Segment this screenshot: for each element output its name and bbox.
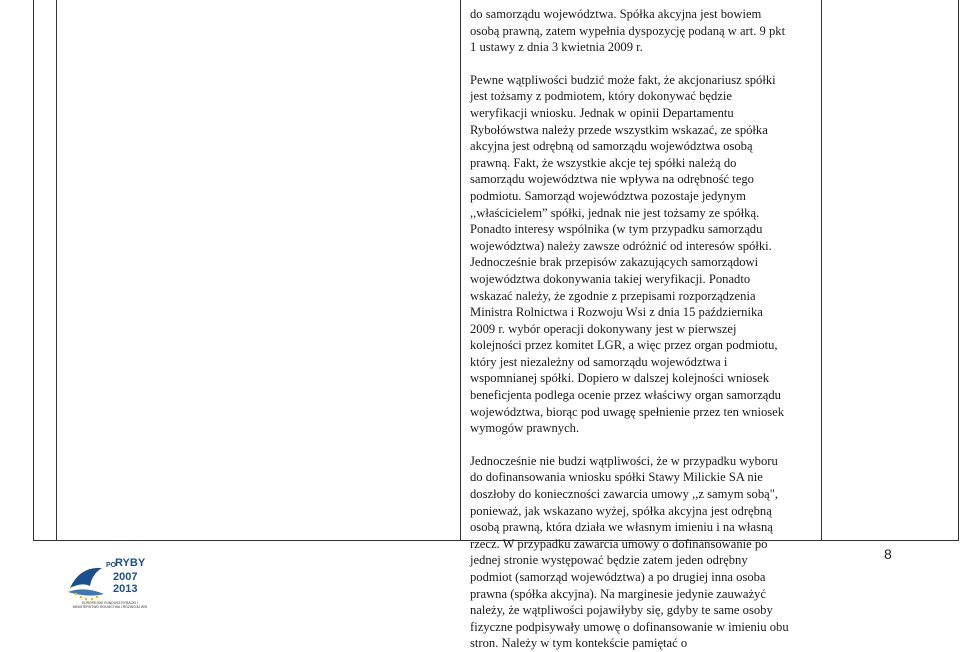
page-number: 8 [884,546,892,562]
table-cell-text [470,6,790,652]
paragraph: Pewne wątpliwości budzić może fakt, że akcjonariusz spółki jest tożsamy z podmiotem, który dokonywać będzie weryfikacji wniosku. Jednak w opinii Departamentu Rybołówstwa należy przede wszystkim wskazać, ze spółka akcyjna jest odrębną od samorządu województwa osobą prawną. Fakt, że wszystkie akcje tej spółki należą do samorządu województwa nie wpływa na odrębność tego podmiotu. Samorząd województwa pozostaje jedynym ,,właścicielem” spółki, jednak nie jest tożsamy ze spółką. Ponadto interesy wspólnika (w tym przypadku samorządu województwa) należy zawsze odróżnić od interesów spółki. Jednocześnie brak przepisów zakazujących samorządowi województwa dokonywania takiej weryfikacji. Ponadto wskazać należy, że zgodnie z przepisami rozporządzenia Ministra Rolnictwa i Rozwoju Wsi z dnia 15 października 2009 r. wybór operacji dokonywany jest w pierwszej kolejności przez komitet LGR, a więc przez organ podmiotu, który jest niezależny od samorządu województwa i wspomnianej spółki. Dopiero w dalszej kolejności wniosek beneficjenta podlega ocenie przez właściwy organ samorządu województwa, biorąc pod uwagę spełnienie przez ten wniosek wymogów prawnych. [470,72,785,436]
logo-year-start: 2007 [113,571,138,583]
table-column-divider [56,0,57,540]
logo-prefix: PO [106,562,117,569]
logo-name: RYBY [115,557,146,569]
logo-year-end: 2013 [113,583,138,595]
logo-tagline: EUROPEJSKI FUNDUSZ RYBACKI I MINISTERSTWO ROLNICTWA I ROZWOJU WSI [72,601,148,610]
table-column-divider [460,0,461,540]
po-ryby-logo [62,556,152,612]
paragraph: Jednocześnie nie budzi wątpliwości, że w przypadku wyboru do dofinansowania wniosku spółki Stawy Milickie SA nie doszłoby do konieczności zawarcia umowy ,,z samym sobą", ponieważ, jak wskazano wyżej, spółka akcyjna jest odrębną osobą prawną, która działa we własnym imieniu i na własną rzecz. W przypadku zawarcia umowy o dofinansowanie po jednej stronie występować będzie zatem jeden odrębny podmiot (samorząd województwa) a po drugiej inna osoba prawna (spółka akcyjna). Na marginesie jedynie zauważyć należy, że wątpliwości pojawiłyby się, gdyby te same osoby fizyczne podpisywały umowę o dofinansowanie w imieniu obu stron. Należy w tym kontekście pamiętać o [470,453,789,651]
paragraph: do samorządu województwa. Spółka akcyjna jest bowiem osobą prawną, zatem wypełnia dyspozycję podaną w art. 9 pkt 1 ustawy z dnia 3 kwietnia 2009 r. [470,7,786,55]
table-column-divider [821,0,822,540]
